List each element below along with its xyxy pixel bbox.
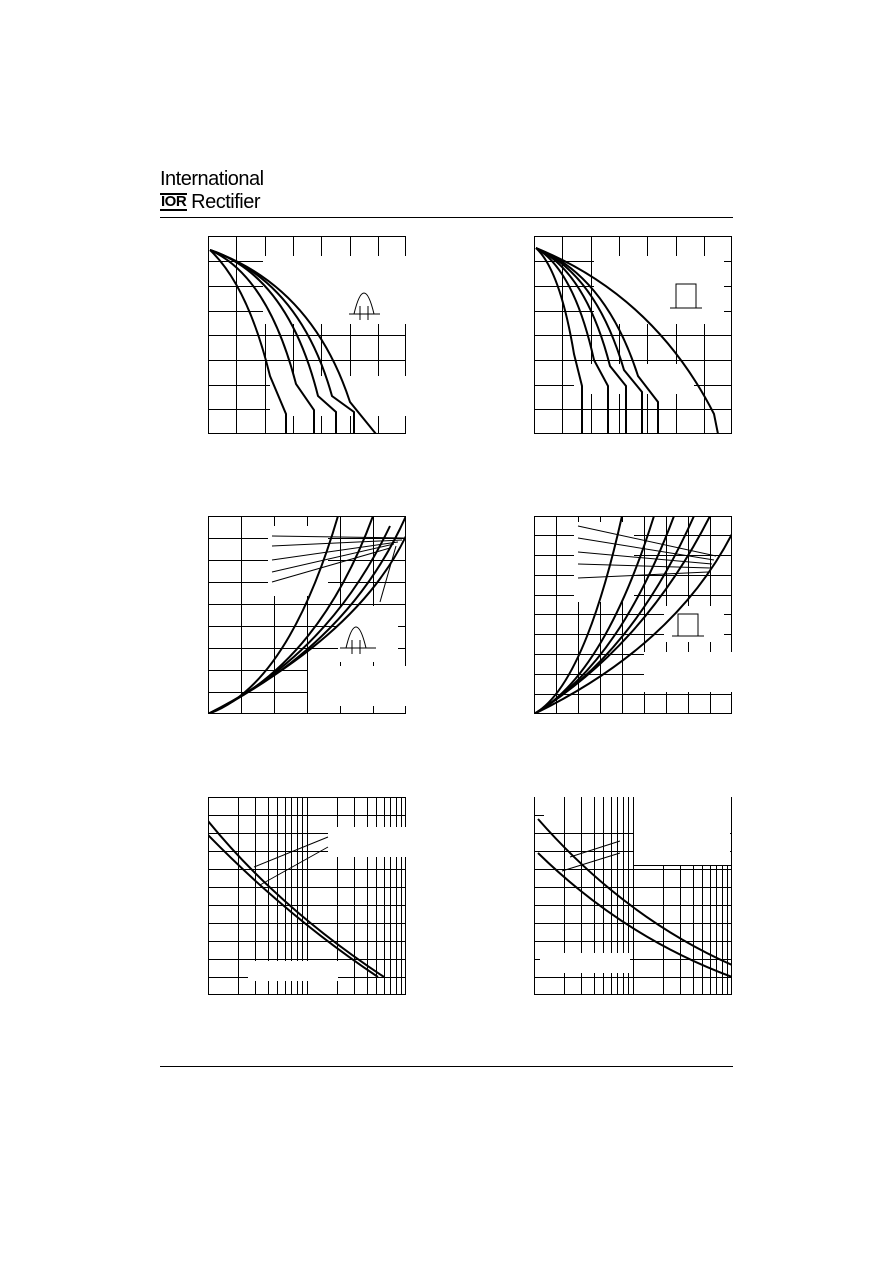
header-rule — [160, 217, 733, 218]
figure-6-chart — [534, 797, 732, 995]
figure-4-plot — [534, 516, 732, 714]
legend-mask — [594, 256, 724, 324]
figure-2-chart — [534, 236, 732, 434]
footer-rule — [160, 1066, 733, 1067]
label-mask — [540, 953, 630, 973]
label-mask — [574, 364, 694, 394]
icon-mask — [338, 606, 398, 662]
figure-5-chart — [208, 797, 406, 995]
figure-6-plot — [534, 797, 732, 995]
label-mask — [248, 961, 338, 981]
legend-mask — [328, 827, 406, 857]
icon-mask — [664, 606, 724, 642]
legend-mask — [574, 522, 634, 602]
figure-2-plot — [534, 236, 732, 434]
label-mask — [270, 376, 406, 416]
figure-3-chart — [208, 516, 406, 714]
label-mask — [644, 652, 732, 692]
blank-region — [634, 797, 730, 863]
figure-4-chart — [534, 516, 732, 714]
company-name-line1: International — [160, 168, 264, 190]
ior-logo-mark: IOR — [161, 193, 187, 210]
figure-5-plot — [208, 797, 406, 995]
figure-1-plot — [208, 236, 406, 434]
company-name-row — [160, 191, 264, 213]
company-logo — [160, 168, 264, 213]
company-name-line2: Rectifier — [191, 191, 261, 213]
figure-3-plot — [208, 516, 406, 714]
figure-1-chart — [208, 236, 406, 434]
label-mask — [308, 666, 406, 706]
